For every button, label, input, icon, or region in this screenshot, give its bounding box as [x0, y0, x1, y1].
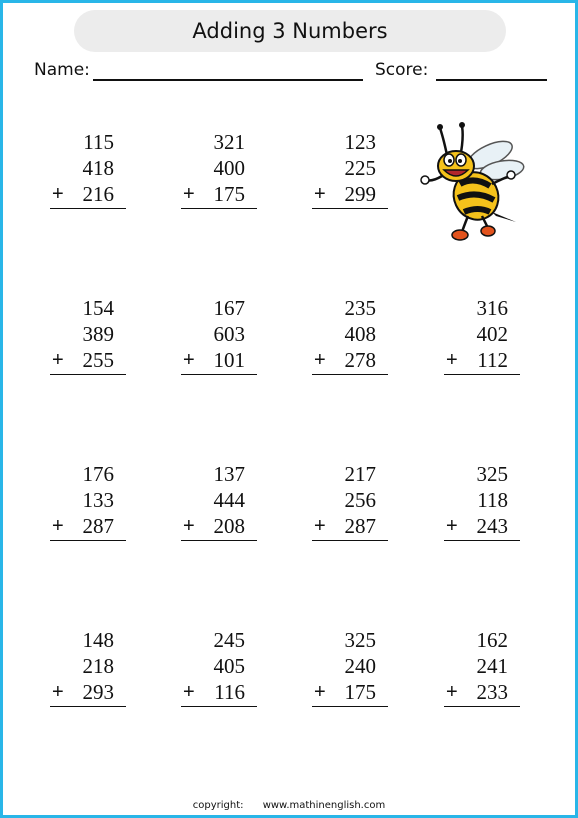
plus-sign: + — [314, 183, 326, 205]
addend-3: 175 — [213, 182, 245, 206]
plus-sign: + — [183, 349, 195, 371]
answer-line — [312, 208, 388, 209]
addend-3: 287 — [344, 514, 376, 538]
plus-sign: + — [446, 515, 458, 537]
score-label: Score: — [375, 60, 429, 80]
addend-1: 154 — [82, 296, 114, 320]
plus-sign: + — [52, 681, 64, 703]
addend-1: 235 — [344, 296, 376, 320]
addend-1: 137 — [213, 462, 245, 486]
addend-3-row — [312, 513, 388, 539]
addend-3-row — [444, 513, 520, 539]
plus-sign: + — [52, 349, 64, 371]
addend-3: 287 — [82, 514, 114, 538]
addend-2: 402 — [476, 322, 508, 346]
plus-sign: + — [52, 183, 64, 205]
plus-sign: + — [446, 349, 458, 371]
plus-sign: + — [183, 681, 195, 703]
answer-line — [181, 208, 257, 209]
name-label: Name: — [34, 60, 90, 80]
answer-line — [444, 706, 520, 707]
plus-sign: + — [183, 515, 195, 537]
answer-line — [181, 374, 257, 375]
addend-2: 133 — [82, 488, 114, 512]
addition-problem — [50, 295, 126, 375]
plus-sign: + — [52, 515, 64, 537]
addend-2: 408 — [344, 322, 376, 346]
addend-3-row — [50, 513, 126, 539]
worksheet-title: Adding 3 Numbers — [74, 10, 506, 52]
addend-3-row — [50, 347, 126, 373]
addition-problem — [312, 129, 388, 209]
addend-3: 112 — [477, 348, 508, 372]
addition-problem — [444, 627, 520, 707]
addend-3-row — [181, 679, 257, 705]
website-link[interactable]: www.mathinenglish.com — [262, 800, 386, 811]
plus-sign: + — [183, 183, 195, 205]
answer-line — [181, 540, 257, 541]
addend-2: 218 — [82, 654, 114, 678]
addend-1: 176 — [82, 462, 114, 486]
answer-line — [50, 208, 126, 209]
addend-3: 243 — [476, 514, 508, 538]
addition-problem — [312, 461, 388, 541]
addend-1: 148 — [82, 628, 114, 652]
addend-3-row — [444, 679, 520, 705]
footer — [0, 800, 578, 811]
addend-1: 325 — [476, 462, 508, 486]
addend-1: 123 — [344, 130, 376, 154]
addend-2: 418 — [82, 156, 114, 180]
addend-3-row — [50, 181, 126, 207]
answer-line — [312, 706, 388, 707]
addend-3: 208 — [213, 514, 245, 538]
addend-3: 233 — [476, 680, 508, 704]
answer-line — [50, 706, 126, 707]
answer-line — [444, 374, 520, 375]
addend-2: 400 — [213, 156, 245, 180]
addend-2: 603 — [213, 322, 245, 346]
addend-3: 299 — [344, 182, 376, 206]
addend-3-row — [312, 679, 388, 705]
addend-2: 256 — [344, 488, 376, 512]
bee-illustration — [418, 120, 528, 245]
addition-problem — [50, 129, 126, 209]
addend-3: 116 — [214, 680, 245, 704]
addend-3: 216 — [82, 182, 114, 206]
addend-3-row — [181, 347, 257, 373]
addend-3-row — [50, 679, 126, 705]
addition-problem — [312, 627, 388, 707]
addend-2: 444 — [213, 488, 245, 512]
addend-1: 325 — [344, 628, 376, 652]
addition-problem — [181, 295, 257, 375]
addend-2: 241 — [476, 654, 508, 678]
addend-1: 167 — [213, 296, 245, 320]
addend-1: 245 — [213, 628, 245, 652]
answer-line — [181, 706, 257, 707]
addend-3: 101 — [213, 348, 245, 372]
addend-3-row — [312, 181, 388, 207]
addend-1: 217 — [344, 462, 376, 486]
addend-3-row — [444, 347, 520, 373]
addition-problem — [181, 627, 257, 707]
addition-problem — [50, 461, 126, 541]
name-field[interactable] — [93, 79, 363, 81]
answer-line — [312, 540, 388, 541]
addend-2: 405 — [213, 654, 245, 678]
addend-3-row — [181, 513, 257, 539]
addition-problem — [181, 461, 257, 541]
addition-problem — [444, 295, 520, 375]
answer-line — [50, 540, 126, 541]
addend-2: 118 — [477, 488, 508, 512]
addend-1: 115 — [83, 130, 114, 154]
addend-3-row — [312, 347, 388, 373]
addition-problem — [181, 129, 257, 209]
addend-2: 240 — [344, 654, 376, 678]
addend-1: 162 — [476, 628, 508, 652]
answer-line — [50, 374, 126, 375]
addend-1: 316 — [476, 296, 508, 320]
addend-3: 255 — [82, 348, 114, 372]
answer-line — [312, 374, 388, 375]
addend-3: 278 — [344, 348, 376, 372]
plus-sign: + — [314, 515, 326, 537]
plus-sign: + — [314, 681, 326, 703]
addition-problem — [312, 295, 388, 375]
addend-1: 321 — [213, 130, 245, 154]
answer-line — [444, 540, 520, 541]
addend-2: 389 — [82, 322, 114, 346]
score-field[interactable] — [436, 79, 547, 81]
addend-2: 225 — [344, 156, 376, 180]
addition-problem — [444, 461, 520, 541]
addition-problem — [50, 627, 126, 707]
addend-3: 175 — [344, 680, 376, 704]
plus-sign: + — [314, 349, 326, 371]
copyright-label: copyright: — [192, 800, 244, 811]
addend-3: 293 — [82, 680, 114, 704]
addend-3-row — [181, 181, 257, 207]
plus-sign: + — [446, 681, 458, 703]
